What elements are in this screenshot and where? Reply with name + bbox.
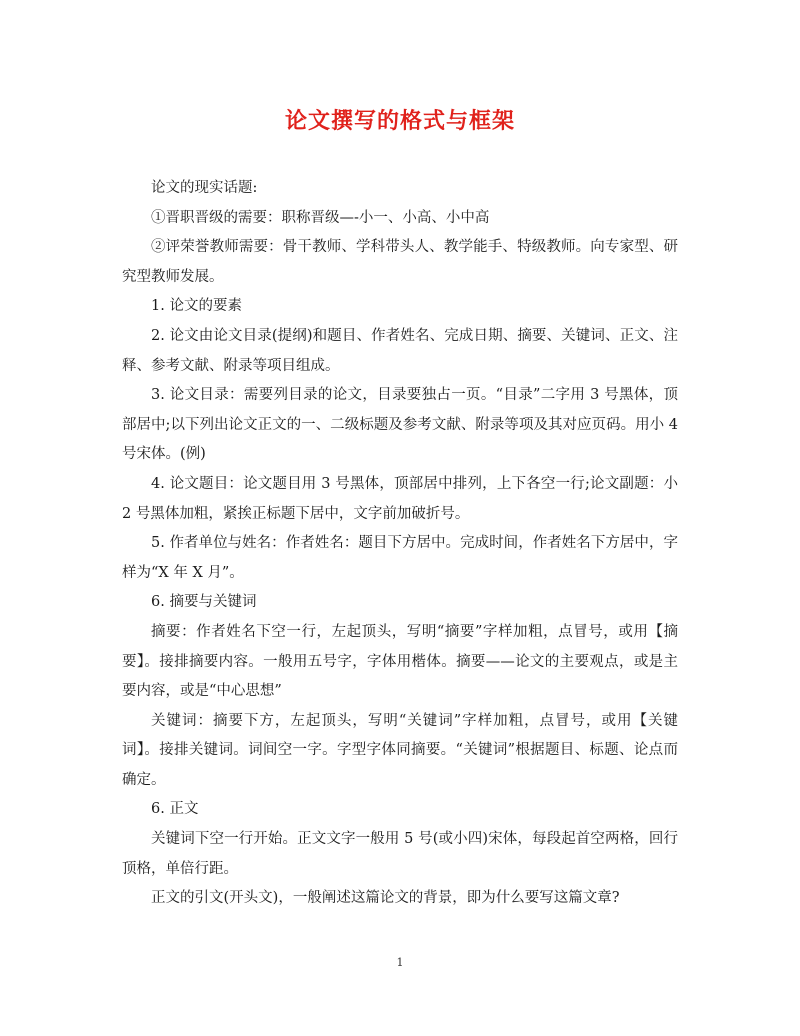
paragraph: 4. 论文题目：论文题目用 3 号黑体，顶部居中排列，上下各空一行;论文副题：小 2 号黑体加粗，紧挨正标题下居中，文字前加破折号。 [122, 475, 678, 522]
paragraph: 3. 论文目录：需要列目录的论文，目录要独占一页。“目录”二字用 3 号黑体，顶部居中;以下列出论文正文的一、二级标题及参考文献、附录等项及其对应页码。用小 4 号宋体。(例) [122, 387, 678, 463]
paragraph: ①晋职晋级的需要：职称晋级—-小一、小高、小中高 [151, 209, 490, 226]
paragraph: 6. 摘要与关键词 [151, 594, 257, 611]
document-title: 论文撰写的格式与框架 [284, 108, 515, 134]
paragraph: 2. 论文由论文目录(提纲)和题目、作者姓名、完成日期、摘要、关键词、正文、注释、参考文献、附录等项目组成。 [122, 327, 678, 374]
page-number: 1 [396, 956, 404, 969]
paragraph: 6. 正文 [151, 801, 199, 818]
document-body [122, 174, 678, 914]
paragraph: 关键词：摘要下方，左起顶头，写明“关键词”字样加粗，点冒号，或用【关键词】。接排关键词。词间空一字。字型字体同摘要。“关键词”根据题目、标题、论点而确定。 [122, 712, 678, 788]
paragraph: 摘要：作者姓名下空一行，左起顶头，写明“摘要”字样加粗，点冒号，或用【摘要】。接排摘要内容。一般用五号字，字体用楷体。摘要——论文的主要观点，或是主要内容，或是“中心思想” [122, 623, 678, 700]
paragraph: 1. 论文的要素 [151, 298, 242, 315]
paragraph: 正文的引文(开头文)，一般阐述这篇论文的背景，即为什么要写这篇文章? [151, 890, 620, 907]
paragraph: 关键词下空一行开始。正文文字一般用 5 号(或小四)宋体，每段起首空两格，回行顶格，单倍行距。 [122, 831, 678, 877]
paragraph: 5. 作者单位与姓名：作者姓名：题目下方居中。完成时间，作者姓名下方居中，字样为“X 年 X 月”。 [122, 535, 678, 581]
paragraph: ②评荣誉教师需要：骨干教师、学科带头人、教学能手、特级教师。向专家型、研究型教师发展。 [122, 239, 678, 285]
paragraph: 论文的现实话题: [151, 180, 258, 196]
